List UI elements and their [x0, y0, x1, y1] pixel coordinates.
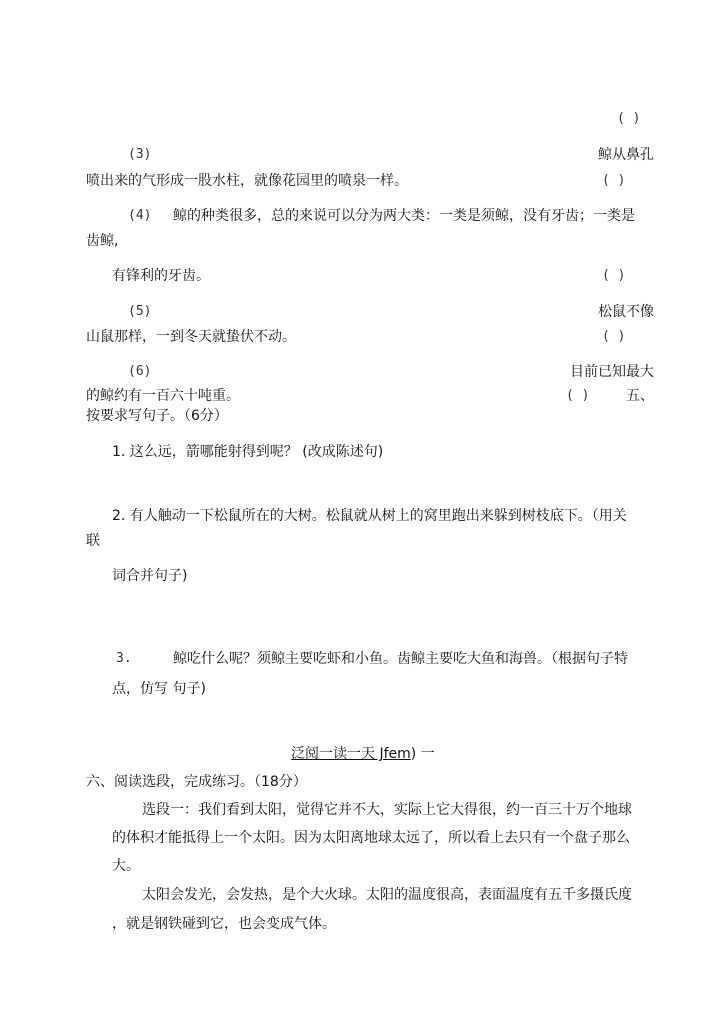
- item-text: 齿鲸,: [86, 233, 119, 249]
- item-text: 山鼠那样，一到冬天就蛰伏不动。: [86, 329, 296, 345]
- item-text: 目前已知最大: [570, 364, 654, 380]
- item-number: (6): [128, 364, 152, 379]
- question-1: 1. 这么远，箭哪能射得到呢？ (改成陈述句): [112, 444, 384, 460]
- question-3-number: 3.: [116, 651, 132, 666]
- section-title: 六、阅读选段，完成练习。（18分）: [86, 774, 307, 790]
- banner-underlined: 泛阅一读一天 Jfem: [291, 746, 411, 762]
- item-text: 的鲸约有一百六十吨重。: [86, 388, 240, 404]
- item-text: 鲸从鼻孔: [598, 147, 654, 163]
- item-number: (5): [128, 304, 152, 319]
- item-text: 松鼠不像: [598, 304, 654, 320]
- passage-line: 的体积才能抵得上一个太阳。因为太阳离地球太远了，所以看上去只有一个盘子那么: [112, 830, 630, 846]
- passage-line: 太阳会发光，会发热，是个大火球。太阳的温度很高，表面温度有五千多摄氏度: [142, 887, 632, 903]
- passage-line: 大。: [112, 858, 140, 874]
- question-3-cont: 点，仿写 句子): [112, 681, 206, 697]
- answer-paren: ( ): [617, 111, 641, 126]
- question-2-cont: 词合并句子): [112, 568, 188, 584]
- answer-paren: ( ): [602, 173, 626, 188]
- banner: [291, 744, 435, 764]
- answer-paren: ( ): [602, 329, 626, 344]
- passage-line: 选段一：我们看到太阳，觉得它并不大，实际上它大得很，约一百三十万个地球: [142, 802, 632, 818]
- question-3: 鲸吃什么呢？须鲸主要吃虾和小鱼。齿鲸主要吃大鱼和海兽。（根据句子特: [173, 651, 628, 667]
- passage-line: ，就是钢铁碰到它，也会变成气体。: [112, 916, 336, 932]
- question-2-cont: 联: [86, 533, 100, 549]
- section-title: 按要求写句子。（6分）: [86, 408, 228, 424]
- item-number: (4): [128, 208, 152, 223]
- item-text: 喷出来的气形成一股水柱，就像花园里的喷泉一样。: [86, 173, 408, 189]
- item-text: 有锋利的牙齿。: [112, 268, 210, 284]
- answer-paren: ( ): [566, 388, 590, 403]
- answer-paren: ( ): [602, 268, 626, 283]
- banner-rest: ) 一: [410, 746, 435, 762]
- item-text: 鲸的种类很多，总的来说可以分为两大类：一类是须鲸，没有牙齿；一类是: [173, 208, 635, 224]
- section-number: 五、: [626, 388, 654, 404]
- question-2: 2. 有人触动一下松鼠所在的大树。松鼠就从树上的窝里跑出来躲到树枝底下。（用关: [112, 508, 627, 524]
- item-number: (3): [128, 147, 152, 162]
